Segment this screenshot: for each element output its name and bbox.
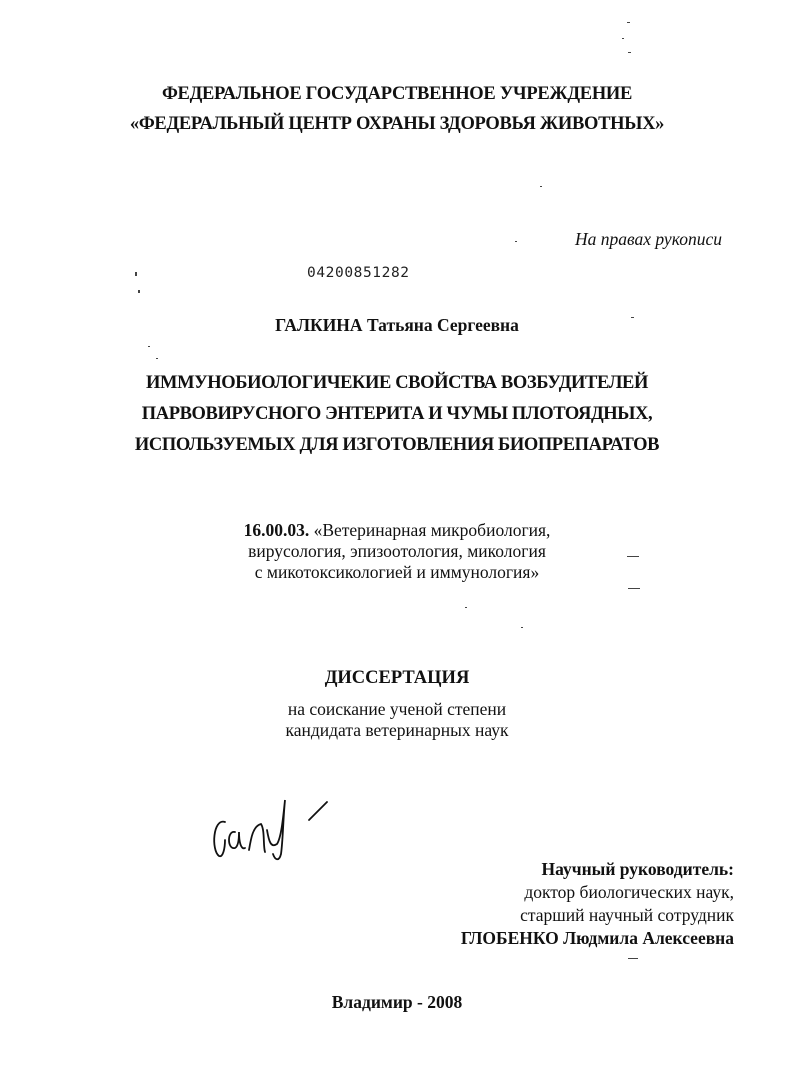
scan-speck [135, 272, 137, 276]
specialty-block [0, 520, 794, 583]
org-name-line1: ФЕДЕРАЛЬНОЕ ГОСУДАРСТВЕННОЕ УЧРЕЖДЕНИЕ [161, 84, 633, 104]
dissertation-heading: ДИССЕРТАЦИЯ [324, 668, 470, 688]
dissertation-title [0, 368, 794, 461]
scan-speck [627, 22, 630, 23]
specialty-name-start: «Ветеринарная микробиология, [313, 520, 551, 540]
scan-speck [465, 607, 467, 608]
scan-speck [628, 958, 638, 959]
author-given-names: Татьяна Сергеевна [366, 315, 519, 335]
supervisor-position: старший научный сотрудник [520, 905, 734, 925]
manuscript-note: На правах рукописи [575, 229, 722, 249]
scan-speck [521, 627, 523, 628]
title-line1: ИММУНОБИОЛОГИЧЕКИЕ СВОЙСТВА ВОЗБУДИТЕЛЕЙ [146, 373, 648, 393]
city-year: Владимир - 2008 [331, 992, 463, 1012]
org-name-line2: «ФЕДЕРАЛЬНЫЙ ЦЕНТР ОХРАНЫ ЗДОРОВЬЯ ЖИВОТНЫХ» [129, 114, 665, 134]
scan-speck [156, 358, 158, 359]
supervisor-degree: доктор биологических наук, [524, 882, 734, 902]
scan-speck [515, 241, 517, 242]
author-surname: ГАЛКИНА [275, 315, 363, 335]
degree-line2: кандидата ветеринарных наук [285, 720, 509, 740]
scan-speck [622, 38, 624, 39]
specialty-line1 [0, 520, 794, 541]
scan-speck [628, 52, 631, 53]
author-name [0, 315, 794, 336]
scan-speck [138, 290, 140, 293]
supervisor-name: ГЛОБЕНКО Людмила Алексеевна [460, 928, 734, 948]
title-line3: ИСПОЛЬЗУЕМЫХ ДЛЯ ИЗГОТОВЛЕНИЯ БИОПРЕПАРАТОВ [134, 435, 660, 455]
specialty-line2: вирусология, эпизоотология, микология [248, 541, 546, 561]
scan-speck [628, 588, 640, 589]
scan-speck [540, 186, 542, 187]
title-line2: ПАРВОВИРУСНОГО ЭНТЕРИТА И ЧУМЫ ПЛОТОЯДНЫХ, [141, 404, 653, 424]
specialty-code: 16.00.03. [243, 520, 310, 540]
supervisor-block [461, 858, 734, 950]
scan-speck [148, 346, 150, 347]
degree-line1: на соискание ученой степени [287, 699, 507, 719]
specialty-line3: с микотоксикологией и иммунология» [254, 562, 540, 582]
degree-block [0, 699, 794, 741]
handwritten-signature [205, 790, 335, 870]
supervisor-label: Научный руководитель: [541, 859, 734, 879]
registration-number: 04200851282 [307, 265, 410, 281]
